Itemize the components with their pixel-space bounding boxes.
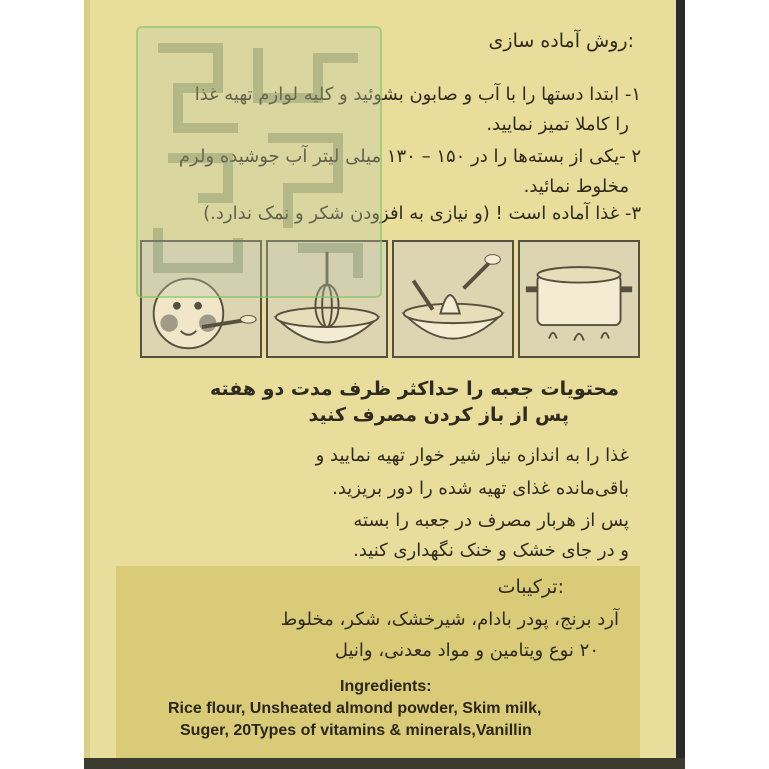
cooking-pot-icon — [518, 240, 640, 358]
watermark-logo — [136, 26, 382, 298]
storage-line-1: محتویات جعبه را حداکثر ظرف مدت دو هفته — [209, 378, 619, 400]
package-edge — [676, 0, 685, 769]
pouring-bowl-icon — [392, 240, 514, 358]
package-bottom-edge — [84, 758, 685, 769]
storage-para-1: غذا را به اندازه نیاز شیر خوار تهیه نمایید و — [315, 445, 629, 466]
ingredients-title-en: Ingredients: — [340, 678, 432, 695]
preparation-title: :روش آماده سازی — [488, 30, 634, 52]
ingredients-fa-line-1: آرد برنج، پودر بادام، شیرخشک، شکر، مخلوط — [280, 609, 619, 630]
step-3: ۳- غذا آماده است ! (و نیازی به افزودن شکر و نمک ندارد.) — [203, 203, 641, 224]
storage-para-2: باقی‌مانده غذای تهیه شده را دور بریزید. — [332, 478, 629, 499]
step-2-line-b: مخلوط نمائید. — [523, 176, 629, 197]
storage-line-2: پس از باز کردن مصرف کنید — [308, 404, 569, 426]
ingredients-en-line-1: Rice flour, Unsheated almond powder, Skim milk, — [168, 700, 542, 717]
ingredients-en-line-2: Suger, 20Types of vitamins & minerals,Vanillin — [180, 722, 532, 739]
step-1-line-a: ۱- ابتدا دستها را با آب و صابون بشوئید و کلیه لوازم تهیه غذا — [194, 84, 641, 105]
ingredients-fa-line-2: ۲۰ نوع ویتامین و مواد معدنی، وانیل — [334, 640, 599, 661]
step-1-line-b: را کاملا تمیز نمایید. — [486, 114, 629, 135]
storage-para-3: پس از هربار مصرف در جعبه را بسته — [353, 510, 629, 531]
storage-para-4: و در جای خشک و خنک نگهداری کنید. — [353, 540, 629, 561]
ingredients-title-fa: :ترکیبات — [497, 576, 564, 598]
step-2-line-a: ۲ -یکی از بسته‌ها را در ۱۵۰ – ۱۳۰ میلی لیتر آب جوشیده ولرم — [178, 146, 641, 167]
